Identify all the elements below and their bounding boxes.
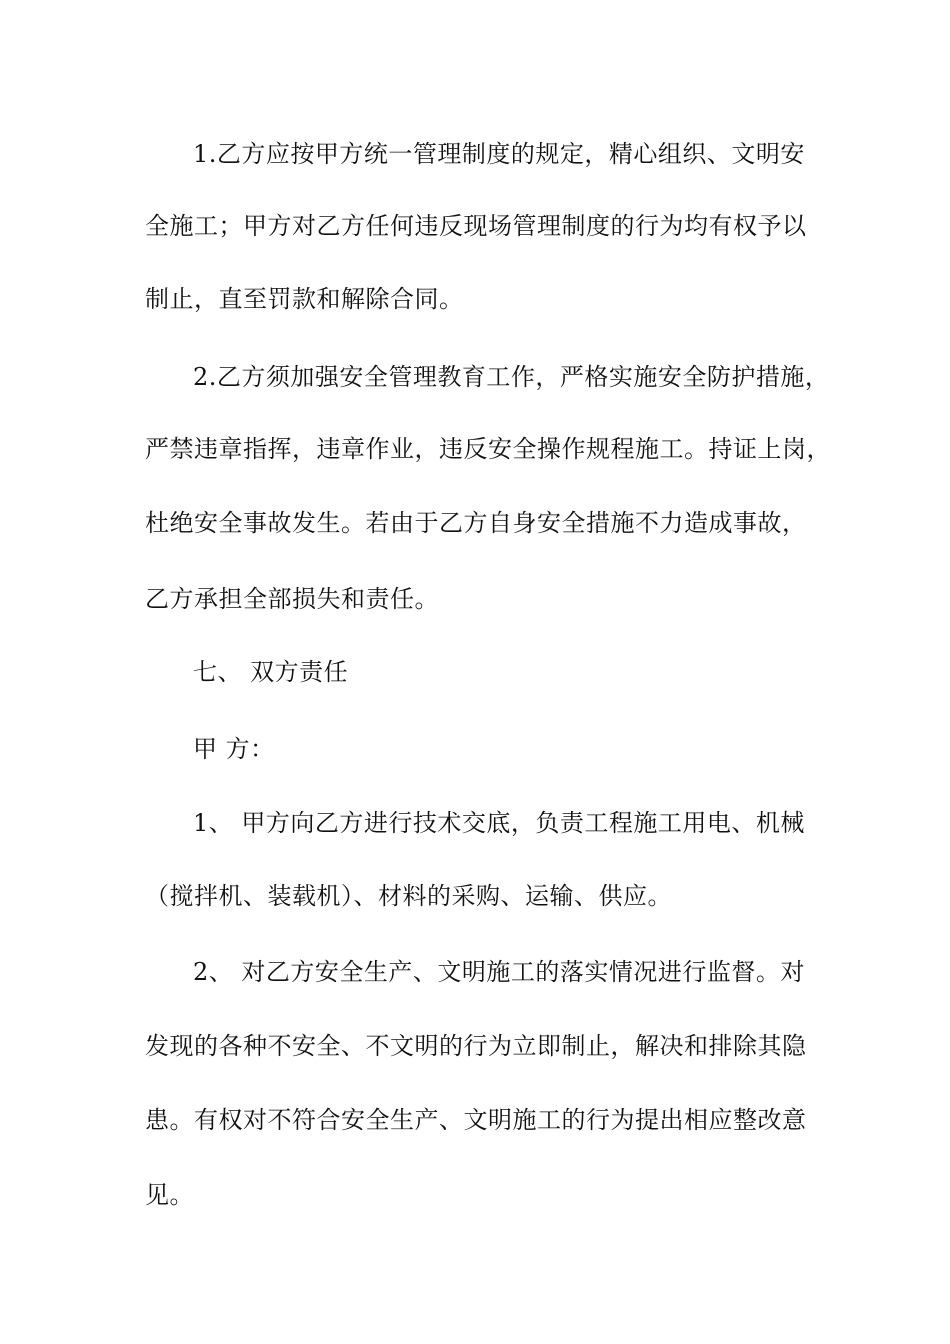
section-heading: 七、 双方责任 [193, 658, 349, 686]
party-a-label: 甲 方： [193, 735, 275, 763]
paragraph-1-line-1: 1.乙方应按甲方统一管理制度的规定，精心组织、文明安 [193, 140, 805, 168]
paragraph-1-line-2: 全施工；甲方对乙方任何违反现场管理制度的行为均有权予以 [145, 212, 807, 240]
item-1-line-2: （搅拌机、装载机）、材料的采购、运输、供应。 [145, 882, 672, 910]
item-2-line-2: 发现的各种不安全、不文明的行为立即制止，解决和排除其隐 [145, 1032, 807, 1060]
item-2-line-3: 患。有权对不符合安全生产、文明施工的行为提出相应整改意 [145, 1106, 807, 1134]
paragraph-1-line-3: 制止，直至罚款和解除合同。 [145, 285, 464, 313]
paragraph-2-line-3: 杜绝安全事故发生。若由于乙方自身安全措施不力造成事故， [145, 509, 807, 537]
paragraph-2-line-2: 严禁违章指挥，违章作业，违反安全操作规程施工。持证上岗， [145, 435, 831, 463]
paragraph-2-line-4: 乙方承担全部损失和责任。 [145, 585, 439, 613]
item-2-line-1: 2、 对乙方安全生产、文明施工的落实情况进行监督。对 [193, 958, 805, 986]
paragraph-2-line-1: 2.乙方须加强安全管理教育工作，严格实施安全防护措施， [193, 363, 830, 391]
item-2-line-4: 见。 [145, 1181, 194, 1209]
item-1-line-1: 1、 甲方向乙方进行技术交底，负责工程施工用电、机械 [193, 809, 805, 837]
